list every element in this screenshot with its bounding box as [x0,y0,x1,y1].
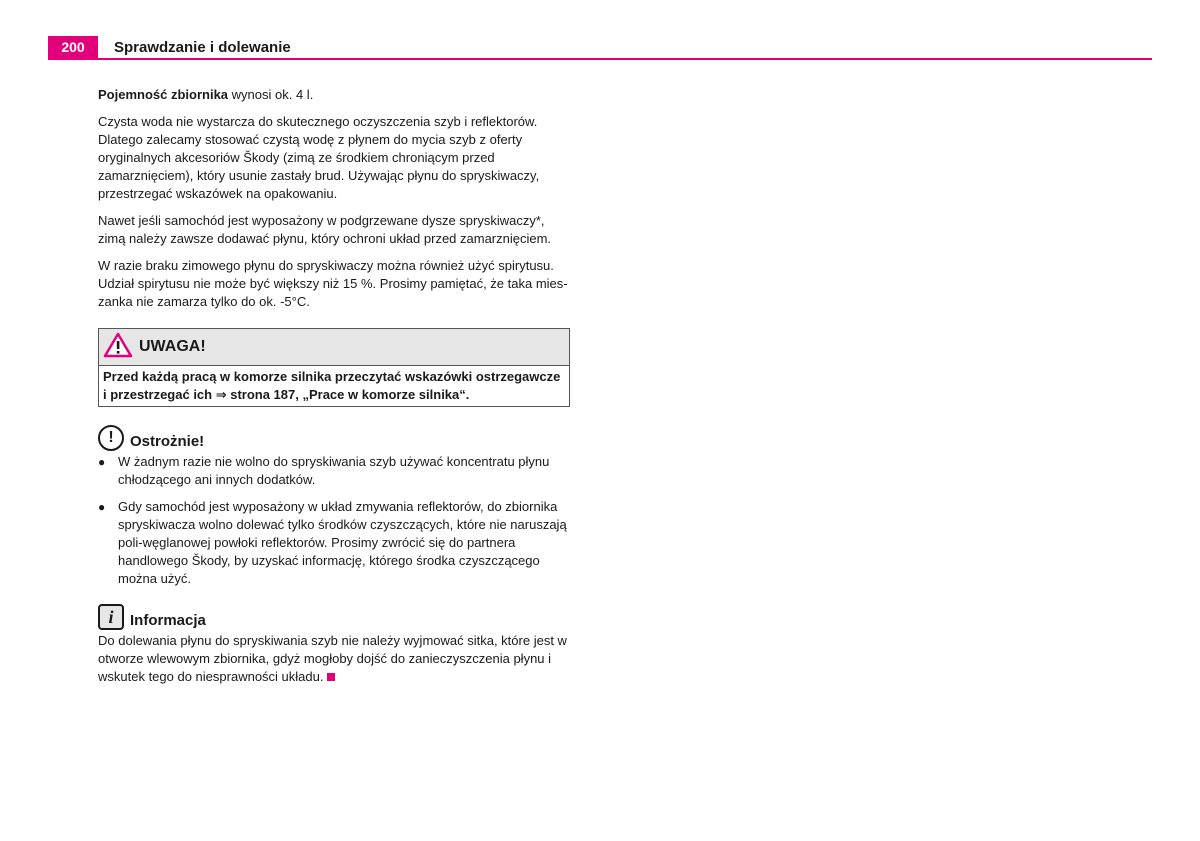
info-title: Informacja [130,612,206,629]
list-item [98,453,570,489]
warning-title: UWAGA! [139,338,206,355]
capacity-label: Pojemność zbiornika [98,87,229,102]
bullet-icon: ● [98,500,106,514]
list-item [98,498,570,588]
warning-header [99,329,569,366]
list-item-text: Gdy samochód jest wyposażony w układ zmywania reflektorów, do zbiornika spryskiwacza wolno dolewać tylko środków czyszczących, które nie naruszają poli-węglanowej powłoki reflektorów. Prosimy zwrócić się do partnera handlowego Škody, by uzyskać informację, którego środka czyszczącego można użyć. [118,499,567,586]
capacity-paragraph [98,86,570,104]
info-icon: i [98,604,124,630]
info-text: Do dolewania płynu do spryskiwania szyb nie należy wyjmować sitka, które jest w otworze wlewowym zbiornika, gdyż mogłoby dojść do zanieczyszczenia płynu i wskutek tego do niesprawności układu. [98,633,567,684]
warning-text: Przed każdą pracą w komorze silnika przeczytać wskazówki ostrzegawcze i przestrzegać ich ⇒ strona 187, „Prace w komorze silnika“. [103,369,561,402]
main-content [98,86,570,686]
page-number: 200 [48,36,98,58]
caution-title: Ostrożnie! [130,433,205,450]
exclamation-circle-icon: ! [98,425,124,451]
page-header [48,36,1152,62]
caution-header [98,425,570,451]
caution-section [98,425,570,588]
list-item-text: W żadnym razie nie wolno do spryskiwania szyb używać koncentratu płynu chłodzącego ani innych dodatków. [118,454,550,487]
header-rule [48,58,1152,60]
info-section [98,604,570,686]
warning-box [98,328,570,407]
paragraph: Czysta woda nie wystarcza do skutecznego oczyszczenia szyb i reflektorów. Dlatego zalecamy stosować czystą wodę z płynem do mycia szyb z oferty oryginalnych akcesoriów Škody (zimą ze środkiem chroniącym przed zamarznięciem), który usunie zastały brud. Używając płynu do spryskiwaczy, przestrzegać wskazówek na opakowaniu. [98,114,540,201]
section-title: Sprawdzanie i dolewanie [114,39,291,56]
paragraph: W razie braku zimowego płynu do spryskiwaczy można również użyć spirytusu. Udział spirytusu nie może być większy niż 15 %. Prosimy pamiętać, że taka mies-zanka nie zamarza tylko do ok. -5°C. [98,258,568,309]
end-of-section-icon [327,673,335,681]
paragraph: Nawet jeśli samochód jest wyposażony w podgrzewane dysze spryskiwaczy*, zimą należy zawsze dodawać płynu, który ochroni układ przed zamarznięciem. [98,213,552,246]
capacity-value: wynosi ok. 4 l. [228,87,314,102]
info-header [98,604,570,630]
warning-triangle-icon [103,332,133,363]
bullet-icon: ● [98,455,106,469]
info-paragraph [98,632,570,686]
